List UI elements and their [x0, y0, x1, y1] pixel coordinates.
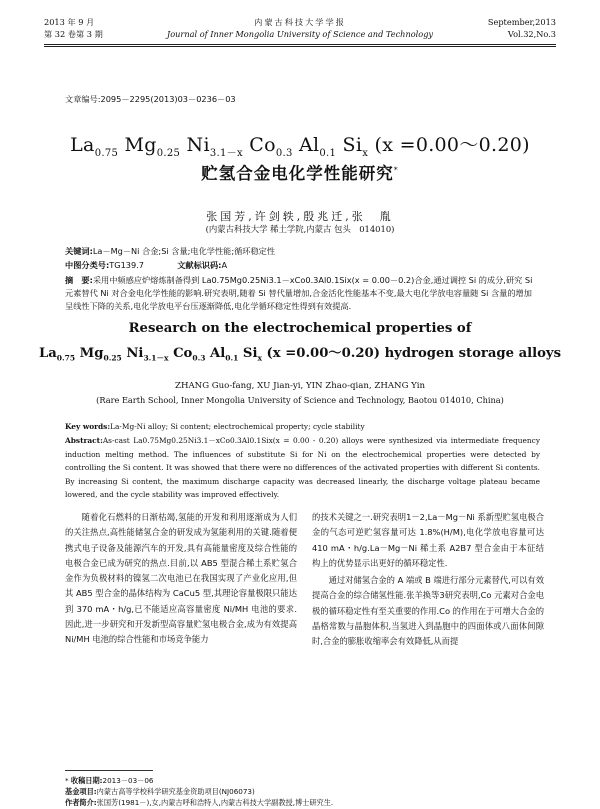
authors-chinese: 张国芳,许剑轶,殷兆迁,张 胤: [206, 210, 394, 223]
header-date-en: September,2013: [487, 17, 556, 27]
title-footnote-mark: *: [393, 165, 399, 175]
footnote-fund: 基金项目:内蒙古高等学校科学研究基金资助项目(NJ06073): [65, 787, 255, 796]
title-english-line1: Research on the electrochemical properties of: [128, 321, 472, 336]
header-rule-bottom: [44, 46, 556, 47]
journal-name-en: Journal of Inner Mongolia University of Science and Technology: [166, 29, 434, 39]
body-paragraph: 的技术关键之一.研究表明1－2,La－Mg－Ni 系新型贮氢电极合金的气态可逆贮氢容量可达 1.8%(H/M),电化学放电容量可达 410 mA・h/g.La－Mg－Ni 稀土系 A2B7 型合金由于本征结构上的优势显示出更好的循环稳定性.: [312, 512, 544, 568]
title-english-line2: $La_{0.75}$ $Mg_{0.25}$ $Ni_{3.1-x}$ $Co_{0.3}$ $Al_{0.1}$ $Si_x$ (x =0.00～0.20) hydrogen storage alloys: [38, 346, 562, 363]
header-date: 2013 年 9 月: [44, 17, 95, 27]
article-number: 文章编号:2095－2295(2013)03－0236－03: [65, 94, 236, 104]
header-volume: Vol.32,No.3: [507, 29, 556, 39]
footnote-received: * 收稿日期:2013－03－06: [65, 776, 154, 785]
abstract-english: Abstract:As-cast La0.75Mg0.25Ni3.1－xCo0.3Al0.1Six(x = 0.00 - 0.20) alloys were synthesized via intermediate frequency induction melting method. The influences of substitute Si for Ni on the electrochemical properties were detected by controlling the Si content. It was showed that there were no differences of the activated properties with different Si contents. By increasing Si content, the maximum discharge capacity was decreased linearly, the discharge voltage plateau became lowered, and the cycle stability was improved effectively.: [65, 436, 540, 500]
body-column-left: [65, 510, 297, 648]
footnote-star: *: [65, 776, 71, 785]
affiliation-chinese: (内蒙古科技大学 稀土学院,内蒙古 包头 014010): [205, 224, 395, 234]
body-paragraph: 通过对储氢合金的 A 端或 B 端进行部分元素替代,可以有效提高合金的综合储氢性能.张羊换等3研究表明,Co 元素对合金电极的循环稳定性有至关重要的作用.Co 的作用在于可增大合金的晶格常数与晶胞体积,当氢进入到晶胞中的四面体或八面体间隙时,合金的膨胀收缩率会有效降低,从而提: [312, 575, 544, 647]
body-column-right: [312, 510, 544, 650]
header-rule-top: [44, 44, 556, 45]
title-formula: $La_{0.75}$ $Mg_{0.25}$ $Ni_{3.1-x}$ $Co_{0.3}$ $Al_{0.1}$ $Si_x$ (x =0.00～0.20): [70, 134, 530, 159]
authors-english: ZHANG Guo-fang, XU Jian-yi, YIN Zhao-qian, ZHANG Yin: [175, 381, 425, 391]
body-paragraph: 随着化石燃料的日渐枯竭,氢能的开发和利用逐渐成为人们的关注热点,高性能储氢合金的研发成为氢能利用的关键.随着便携式电子设备及能源汽车的开发,具有高能量密度及综合性能的电极合金已成为研究的热点.目前,以 AB5 型混合稀土系贮氢合金作为负极材料的镍氢二次电池已在我国实现了产业化应用,但其 AB5 型合金的晶体结构为 CaCu5 型,其理论容量极限只能达到 370 mA・h/g,已不能适应高容量密度 Ni/MH 电池的要求.因此,进一步研究和开发新型高容量贮氢电极合金,成为有效提高 Ni/MH 电池的综合性能和市场竞争能力: [65, 512, 297, 645]
classification-line: 中图分类号:TG139.7 文献标识码:A: [65, 260, 228, 270]
footnote-rule: [65, 770, 153, 771]
keywords-chinese: 关键词:La－Mg－Ni 合金;Si 含量;电化学性能;循环稳定性: [65, 246, 276, 256]
keywords-english: Key words:La-Mg-Ni alloy; Si content; electrochemical property; cycle stability: [65, 422, 365, 431]
title-chinese: 贮氢合金电化学性能研究*: [201, 164, 399, 183]
title-range: (x =0.00～0.20): [374, 134, 530, 156]
journal-name-cn: 内蒙古科技大学学报: [254, 17, 346, 27]
header-issue: 第 32 卷第 3 期: [44, 29, 103, 39]
affiliation-english: (Rare Earth School, Inner Mongolia University of Science and Technology, Baotou 014010, China): [96, 395, 504, 405]
abstract-chinese: 摘 要:采用中频感应炉熔炼制备得到 La0.75Mg0.25Ni3.1－xCo0.3Al0.1Six(x = 0.00－0.2)合金,通过调控 Si 的成分,研究 Si 元素替代 Ni 对合金电化学性能的影响.研究表明,随着 Si 替代量增加,合金活化性能基本不变,最大电化学放电容量随 Si 含量的增加呈线性下降的关系,电化学放电平台压逐渐降低,电化学循环稳定性得到有效提高.: [65, 275, 533, 311]
header-right: [488, 16, 556, 40]
footnote-author: 作者简介:张国芳(1981－),女,内蒙古呼和浩特人,内蒙古科技大学副教授,博士研究生.: [65, 798, 334, 807]
header-center: [44, 16, 556, 40]
